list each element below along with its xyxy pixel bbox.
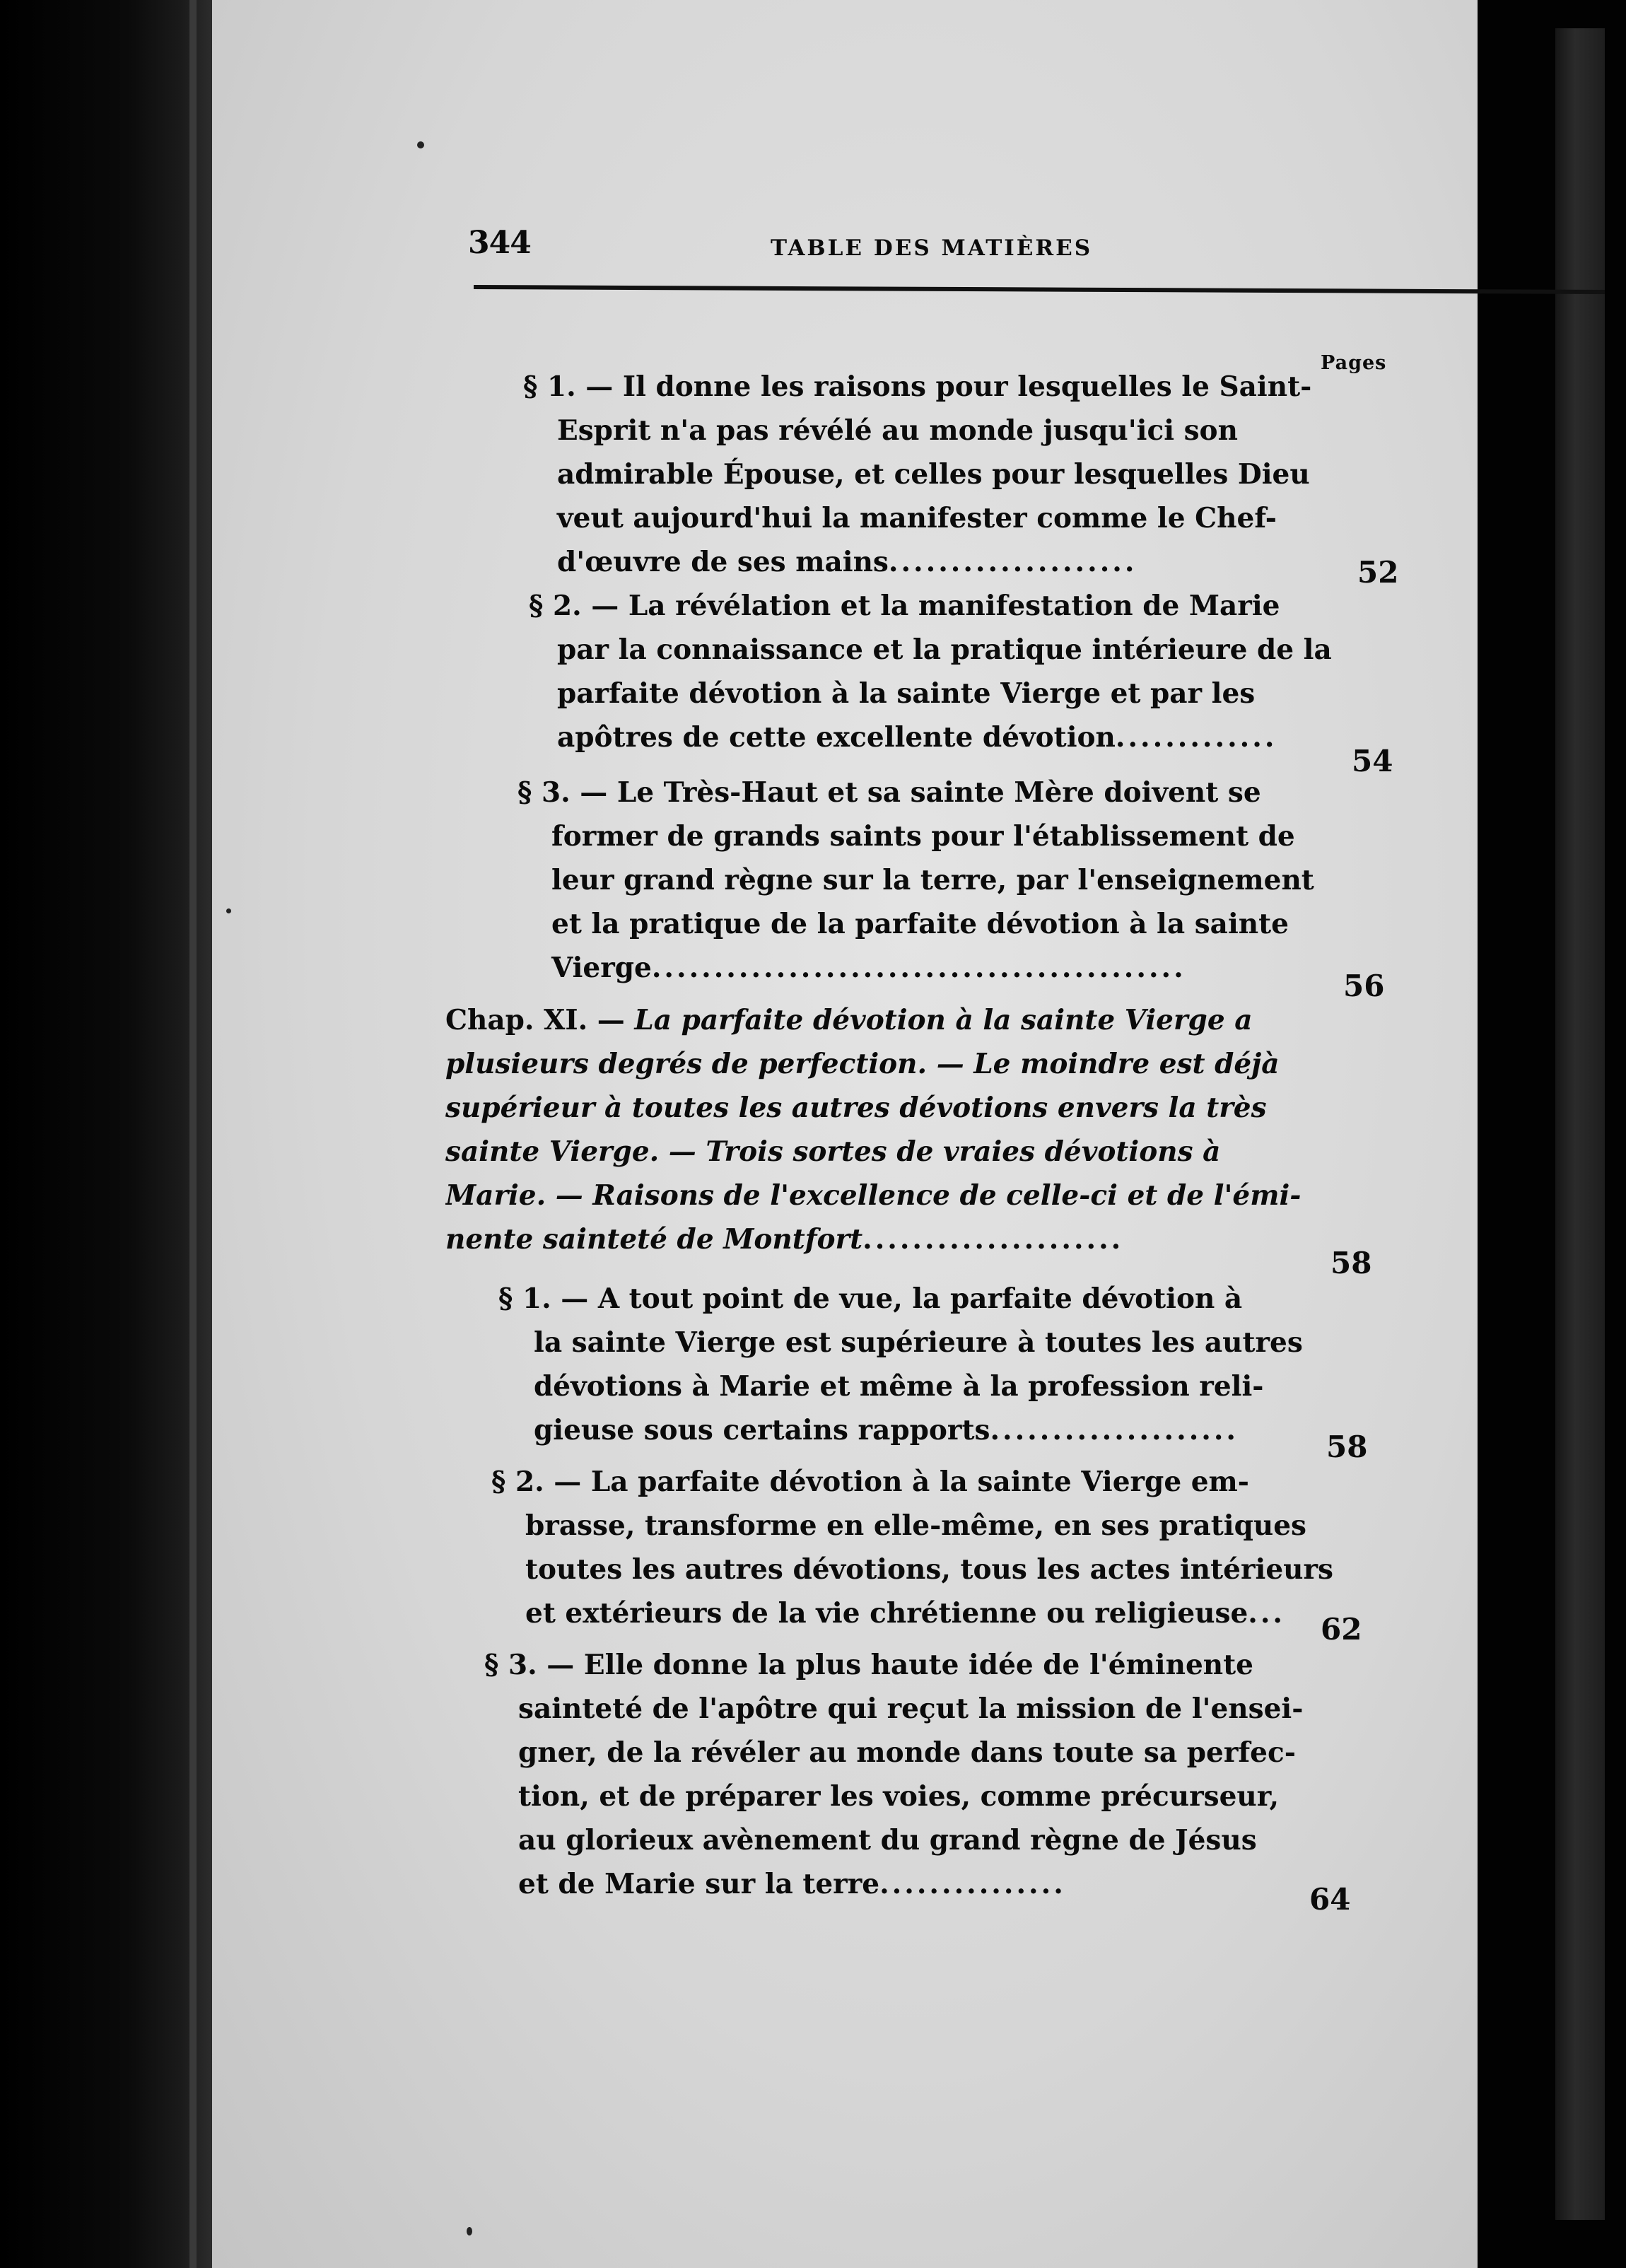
entry-line: Elle donne la plus haute idée de l'éminente — [583, 1649, 1253, 1681]
header-rule — [474, 285, 1605, 294]
entry-line: La parfaite dévotion à la sainte Vierge em- — [590, 1466, 1249, 1498]
entry-line: A tout point de vue, la parfaite dévotion à — [597, 1282, 1243, 1315]
entry-line: et de Marie sur la terre — [518, 1868, 880, 1900]
scan-speck — [417, 141, 424, 148]
paper — [212, 0, 1478, 2268]
leader-dots: ... — [1248, 1597, 1285, 1630]
entry-line: nente sainteté de Montfort — [445, 1223, 863, 1256]
entry-line: leur grand règne sur la terre, par l'enseignement — [551, 864, 1314, 896]
toc-entry — [491, 1460, 1495, 1635]
entry-line: supérieur à toutes les autres dévotions envers la très — [445, 1092, 1267, 1124]
entry-line: sainteté de l'apôtre qui reçut la mission de l'ensei- — [518, 1693, 1304, 1725]
toc-entry — [529, 584, 1526, 759]
entry-line: Marie. — Raisons de l'excellence de celle-ci et de l'émi- — [445, 1179, 1302, 1212]
entry-line: Vierge — [551, 952, 652, 984]
entry-line: Il donne les raisons pour lesquelles le Saint- — [622, 370, 1312, 403]
entry-line: apôtres de cette excellente dévotion — [557, 721, 1116, 754]
toc-entry — [523, 365, 1520, 584]
entry-line: Esprit n'a pas révélé au monde jusqu'ici son — [557, 414, 1238, 447]
leader-dots: ..................... — [862, 1223, 1124, 1256]
entry-line: la sainte Vierge est supérieure à toutes les autres — [534, 1326, 1303, 1359]
page-ref: 58 — [1326, 1430, 1368, 1464]
entry-line: former de grands saints pour l'établissement de — [551, 820, 1295, 853]
leader-dots: .................... — [990, 1414, 1239, 1446]
page-ref: 52 — [1357, 555, 1399, 590]
book-binding — [0, 0, 212, 2268]
entry-marker: § 1. — — [498, 1282, 589, 1315]
entry-line: La parfaite dévotion à la sainte Vierge a — [634, 1004, 1253, 1036]
entry-marker: § 3. — — [484, 1649, 575, 1681]
entry-marker: § 2. — — [529, 590, 619, 622]
scan-speck — [226, 908, 231, 913]
entry-line: gieuse sous certains rapports — [534, 1414, 990, 1446]
entry-line: toutes les autres dévotions, tous les actes intérieurs — [525, 1553, 1333, 1586]
toc-entry — [517, 771, 1521, 990]
toc-entry — [498, 1277, 1502, 1452]
toc-chapter-entry — [445, 998, 1506, 1261]
entry-line: brasse, transforme en elle-même, en ses pratiques — [525, 1509, 1306, 1542]
entry-marker: § 2. — — [491, 1466, 582, 1498]
chapter-marker: Chap. XI. — — [445, 1004, 625, 1036]
entry-line: d'œuvre de ses mains — [557, 546, 889, 578]
entry-line: au glorieux avènement du grand règne de Jésus — [518, 1824, 1257, 1857]
scan-speck — [467, 2227, 472, 2235]
leader-dots: .................... — [888, 546, 1137, 578]
page-ref: 54 — [1352, 744, 1393, 778]
entry-line: admirable Épouse, et celles pour lesquelles Dieu — [557, 458, 1310, 491]
leader-dots: ............... — [879, 1868, 1066, 1900]
entry-line: plusieurs degrés de perfection. — Le moindre est déjà — [445, 1048, 1280, 1080]
running-title: TABLE DES MATIÈRES — [771, 235, 1093, 261]
entry-line: parfaite dévotion à la sainte Vierge et par les — [557, 677, 1256, 710]
pages-column-label: Pages — [1321, 352, 1387, 374]
page-ref: 58 — [1330, 1246, 1372, 1280]
entry-line: dévotions à Marie et même à la profession reli- — [534, 1370, 1264, 1403]
page-number: 344 — [468, 225, 531, 261]
leader-dots: ............. — [1115, 721, 1277, 754]
entry-line: gner, de la révéler au monde dans toute sa perfec- — [518, 1736, 1296, 1769]
entry-line: par la connaissance et la pratique intérieure de la — [557, 633, 1332, 666]
entry-line: Le Très-Haut et sa sainte Mère doivent se — [616, 776, 1261, 809]
facing-page-edge — [1555, 28, 1605, 2220]
entry-line: La révélation et la manifestation de Marie — [628, 590, 1280, 622]
page-ref: 56 — [1343, 969, 1385, 1003]
entry-marker: § 3. — — [517, 776, 608, 809]
page-ref: 64 — [1309, 1882, 1351, 1917]
leader-dots: ........................................... — [651, 952, 1186, 984]
entry-marker: § 1. — — [523, 370, 614, 403]
entry-line: et extérieurs de la vie chrétienne ou religieuse — [525, 1597, 1248, 1630]
binding-edge — [189, 0, 197, 2268]
entry-line: sainte Vierge. — Trois sortes de vraies dévotions à — [445, 1135, 1221, 1168]
entry-line: veut aujourd'hui la manifester comme le Chef- — [557, 502, 1277, 534]
toc-entry — [484, 1643, 1488, 1906]
entry-line: tion, et de préparer les voies, comme précurseur, — [518, 1780, 1280, 1813]
entry-line: et la pratique de la parfaite dévotion à la sainte — [551, 908, 1289, 940]
page-ref: 62 — [1321, 1612, 1362, 1647]
